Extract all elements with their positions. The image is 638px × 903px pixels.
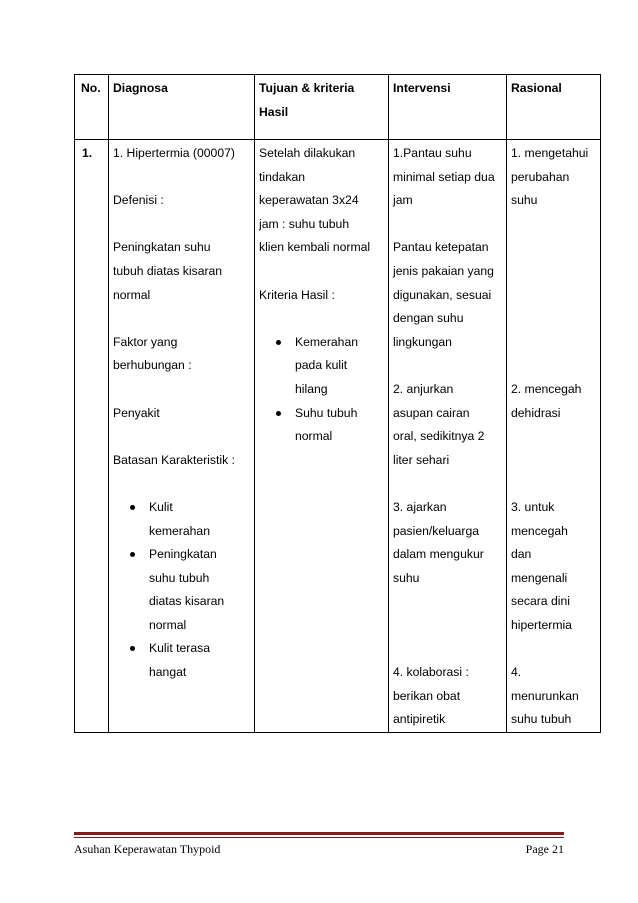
- text-line: dan: [511, 547, 532, 562]
- row-number: 1.: [75, 140, 109, 733]
- text-line: dehidrasi: [511, 405, 561, 420]
- list-item: [113, 496, 250, 543]
- list-item-line: normal: [295, 429, 333, 444]
- text-line: secara dini: [511, 594, 570, 609]
- text-line: 1. mengetahui: [511, 146, 589, 160]
- list-item-line: Kemerahan: [295, 334, 359, 349]
- header-no: No.: [75, 75, 109, 140]
- list-item-line: Peningkatan: [149, 547, 217, 562]
- text-line: liter sehari: [393, 452, 450, 467]
- text-line: berhubungan :: [113, 358, 192, 373]
- text-line: Batasan Karakteristik :: [113, 452, 235, 467]
- tujuan-cell: [255, 140, 389, 733]
- footer-rule-thin: [74, 837, 564, 838]
- list-item-line: diatas kisaran: [149, 594, 225, 609]
- footer-document-title: Asuhan Keperawatan Thypoid: [74, 842, 221, 856]
- text-line: mencegah: [511, 523, 568, 538]
- text-line: Peningkatan suhu: [113, 240, 211, 255]
- footer-rule: [74, 832, 564, 835]
- list-item-line: Kulit terasa: [149, 641, 210, 656]
- table-header-row: [75, 75, 601, 140]
- text-line: antipiretik: [393, 712, 446, 727]
- text-line: 2. mencegah: [511, 381, 582, 396]
- text-line: dengan suhu: [393, 311, 464, 326]
- text-line: digunakan, sesuai: [393, 287, 492, 302]
- list-item: [113, 637, 250, 684]
- text-line: 4. kolaborasi :: [393, 665, 469, 680]
- text-line: 4.: [511, 665, 522, 680]
- text-line: tubuh diatas kisaran: [113, 263, 223, 278]
- text-line: dalam mengukur: [393, 547, 484, 562]
- nursing-care-table: [74, 74, 601, 733]
- intervensi-cell: [389, 140, 507, 733]
- text-line: tindakan: [259, 169, 306, 184]
- list-item-line: Suhu tubuh: [295, 405, 358, 420]
- list-item: [259, 331, 384, 402]
- text-line: hipertermia: [511, 617, 572, 632]
- text-line: suhu: [511, 193, 538, 208]
- text-line: menurunkan: [511, 688, 579, 703]
- list-item-line: kemerahan: [149, 523, 210, 538]
- text-line: Penyakit: [113, 405, 160, 420]
- text-line: berikan obat: [393, 688, 461, 703]
- text-line: 1.Pantau suhu: [393, 146, 472, 160]
- list-item-line: suhu tubuh: [149, 570, 210, 585]
- text-line: minimal setiap dua: [393, 169, 495, 184]
- text-line: jam: [393, 193, 413, 208]
- text-line: Pantau ketepatan: [393, 240, 489, 255]
- header-diagnosa: Diagnosa: [109, 75, 255, 140]
- kriteria-hasil-list: [259, 331, 384, 449]
- list-item-line: hangat: [149, 665, 187, 680]
- footer-page-number: Page 21: [525, 842, 564, 856]
- text-line: 3. ajarkan: [393, 499, 447, 514]
- text-line: jenis pakaian yang: [393, 263, 494, 278]
- rasional-cell: [507, 140, 601, 733]
- text-line: mengenali: [511, 570, 568, 585]
- list-item-line: hilang: [295, 381, 328, 396]
- text-line: Faktor yang: [113, 334, 178, 349]
- header-tujuan: Tujuan & kriteria Hasil: [255, 75, 389, 140]
- header-rasional: Rasional: [507, 75, 601, 140]
- list-item-line: Kulit: [149, 499, 173, 514]
- text-line: asupan cairan: [393, 405, 470, 420]
- list-item-line: pada kulit: [295, 358, 348, 373]
- header-intervensi: Intervensi: [389, 75, 507, 140]
- list-item-line: normal: [149, 617, 187, 632]
- text-line: suhu tubuh: [511, 712, 572, 727]
- text-line: pasien/keluarga: [393, 523, 480, 538]
- text-line: Kriteria Hasil :: [259, 287, 335, 302]
- table-row: [75, 140, 601, 733]
- text-line: suhu: [393, 570, 420, 585]
- text-line: jam : suhu tubuh: [259, 216, 350, 231]
- list-item: [113, 543, 250, 637]
- text-line: Defenisi :: [113, 193, 164, 208]
- text-line: normal: [113, 287, 151, 302]
- text-line: 1. Hipertermia (00007): [113, 146, 235, 160]
- karakteristik-list: [113, 496, 250, 685]
- text-line: 2. anjurkan: [393, 381, 454, 396]
- text-line: 3. untuk: [511, 499, 555, 514]
- text-line: keperawatan 3x24: [259, 193, 359, 208]
- text-line: perubahan: [511, 169, 570, 184]
- diagnosa-cell: [109, 140, 255, 733]
- list-item: [259, 402, 384, 449]
- text-line: Setelah dilakukan: [259, 146, 356, 160]
- text-line: lingkungan: [393, 334, 452, 349]
- text-line: klien kembali normal: [259, 240, 371, 255]
- text-line: oral, sedikitnya 2: [393, 429, 485, 444]
